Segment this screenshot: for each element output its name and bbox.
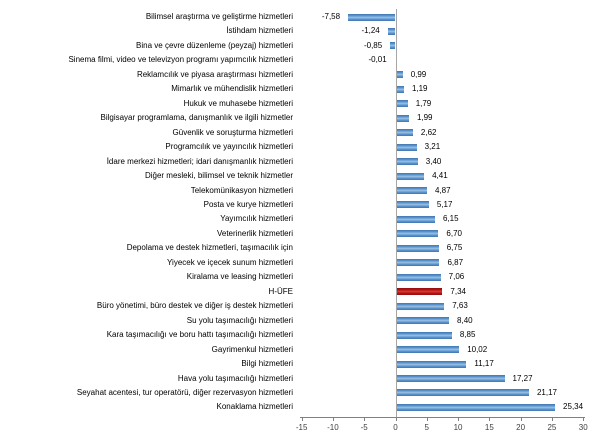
category-label: Bilimsel araştırma ve geliştirme hizmetleri [145, 12, 293, 21]
bar [397, 86, 404, 93]
value-label: 5,17 [436, 199, 453, 209]
bar [397, 346, 460, 353]
x-axis-tick [364, 417, 365, 421]
value-label: 6,15 [442, 214, 459, 224]
bar [397, 317, 450, 324]
category-label: Mimarlık ve mühendislik hizmetleri [171, 84, 293, 94]
value-label: 8,85 [459, 330, 476, 340]
x-axis-tick [489, 417, 490, 421]
category-label: Programcılık ve yayıncılık hizmetleri [165, 142, 293, 152]
bar [397, 404, 556, 411]
value-label: -1,24 [361, 26, 380, 36]
bar [397, 274, 441, 281]
x-axis-tick-label: -5 [360, 423, 368, 432]
value-label: 3,40 [425, 156, 442, 166]
x-axis-line [300, 417, 585, 418]
x-axis-tick-label: 5 [424, 423, 430, 432]
bar [397, 115, 409, 122]
value-label: 10,02 [467, 344, 488, 354]
category-label: Veterinerlik hizmetleri [216, 228, 293, 238]
x-axis-tick [396, 417, 397, 421]
category-label: Konaklama hizmetleri [216, 402, 293, 412]
x-axis-tick-label: 20 [516, 423, 526, 432]
bar [397, 144, 417, 151]
bar [397, 129, 413, 136]
value-label: -0,85 [363, 40, 383, 50]
x-axis-tick [583, 417, 584, 421]
bar [397, 245, 439, 252]
category-label: Telekomünikasyon hizmetleri [190, 185, 293, 195]
x-axis-tick-label: 30 [578, 423, 588, 432]
value-label: 6,75 [446, 243, 463, 253]
x-axis-tick-label: -15 [295, 423, 308, 432]
category-label: Bilgisayar programlama, danışmanlık ve ilgili hizmetler [100, 113, 293, 123]
value-label: 8,40 [457, 315, 473, 325]
value-label: 7,06 [448, 272, 465, 282]
x-axis-tick [427, 417, 428, 421]
x-axis-tick [458, 417, 459, 421]
x-axis-tick-label: 0 [393, 423, 398, 432]
value-label: 3,21 [424, 142, 441, 152]
category-label: Su yolu taşımacılığı hizmetleri [186, 315, 293, 325]
bar [397, 230, 439, 237]
category-label: İstihdam hizmetleri [226, 26, 293, 36]
category-label: Diğer mesleki, bilimsel ve teknik hizmetler [144, 171, 293, 181]
bar [397, 259, 440, 266]
bar [397, 361, 467, 368]
value-label: 6,87 [447, 257, 464, 267]
value-label: 1,19 [411, 84, 428, 94]
value-label: 11,17 [474, 359, 494, 369]
category-label: Bina ve çevre düzenleme (peyzaj) hizmetleri [136, 40, 293, 50]
value-label: -7,58 [321, 12, 341, 21]
value-label: 1,99 [416, 113, 433, 123]
value-label: 1,79 [415, 98, 432, 108]
x-axis-tick [521, 417, 522, 421]
value-label: 6,70 [446, 228, 462, 238]
category-label: Yayımcılık hizmetleri [220, 214, 293, 224]
value-label: 7,63 [452, 301, 468, 311]
value-label: 4,41 [432, 171, 448, 181]
category-label: Depolama ve destek hizmetleri, taşımacılık için [126, 243, 293, 253]
bar [397, 187, 427, 194]
category-label: Hava yolu taşımacılığı hizmetleri [177, 373, 293, 383]
value-label: 25,34 [563, 402, 584, 412]
value-label: 21,17 [536, 387, 557, 397]
x-axis-tick [552, 417, 553, 421]
value-label: 4,87 [434, 185, 451, 195]
category-label: Seyahat acentesi, tur operatörü, diğer rezervasyon hizmetleri [76, 387, 293, 397]
category-label: Kiralama ve leasing hizmetleri [186, 272, 293, 282]
x-axis-tick-label: -10 [327, 423, 339, 432]
category-label: Kara taşımacılığı ve boru hattı taşımacılığı hizmetleri [106, 330, 293, 340]
value-label: 7,34 [450, 286, 466, 296]
bar [397, 173, 425, 180]
bar [388, 28, 396, 35]
bar [397, 303, 445, 310]
category-label: Bilgi hizmetleri [241, 359, 293, 369]
category-label: Sinema filmi, video ve televizyon programı yapımcılık hizmetleri [68, 55, 293, 65]
highlight-bar [397, 288, 443, 295]
category-label: Büro yönetimi, büro destek ve diğer iş destek hizmetleri [96, 301, 293, 311]
category-label: Hukuk ve muhasebe hizmetleri [183, 98, 293, 108]
category-label: İdare merkezi hizmetleri; idari danışmanlık hizmetleri [106, 156, 293, 166]
category-label: Yiyecek ve içecek sunum hizmetleri [167, 257, 293, 267]
x-axis-tick-label: 15 [484, 423, 494, 432]
value-label: 17,27 [512, 373, 533, 383]
bar [397, 201, 429, 208]
zero-axis-line [396, 9, 397, 417]
category-label: Posta ve kurye hizmetleri [203, 199, 293, 209]
bar [397, 71, 403, 78]
x-axis-tick [302, 417, 303, 421]
x-axis-tick [333, 417, 334, 421]
bar [397, 389, 529, 396]
category-label: H-ÜFE [268, 286, 293, 296]
x-axis-tick-label: 25 [547, 423, 557, 432]
x-axis-tick-label: 10 [453, 423, 463, 432]
bar [397, 100, 408, 107]
value-label: 2,62 [420, 127, 437, 137]
bar [397, 216, 435, 223]
bar [397, 332, 452, 339]
category-label: Gayrimenkul hizmetleri [211, 344, 293, 354]
value-label: 0,99 [410, 69, 427, 79]
bar [348, 14, 395, 21]
value-label: -0,01 [368, 55, 387, 65]
category-label: Güvenlik ve soruşturma hizmetleri [172, 127, 293, 137]
bar [397, 158, 418, 165]
category-label: Reklamcılık ve piyasa araştırması hizmetleri [136, 69, 293, 79]
bar [397, 375, 505, 382]
